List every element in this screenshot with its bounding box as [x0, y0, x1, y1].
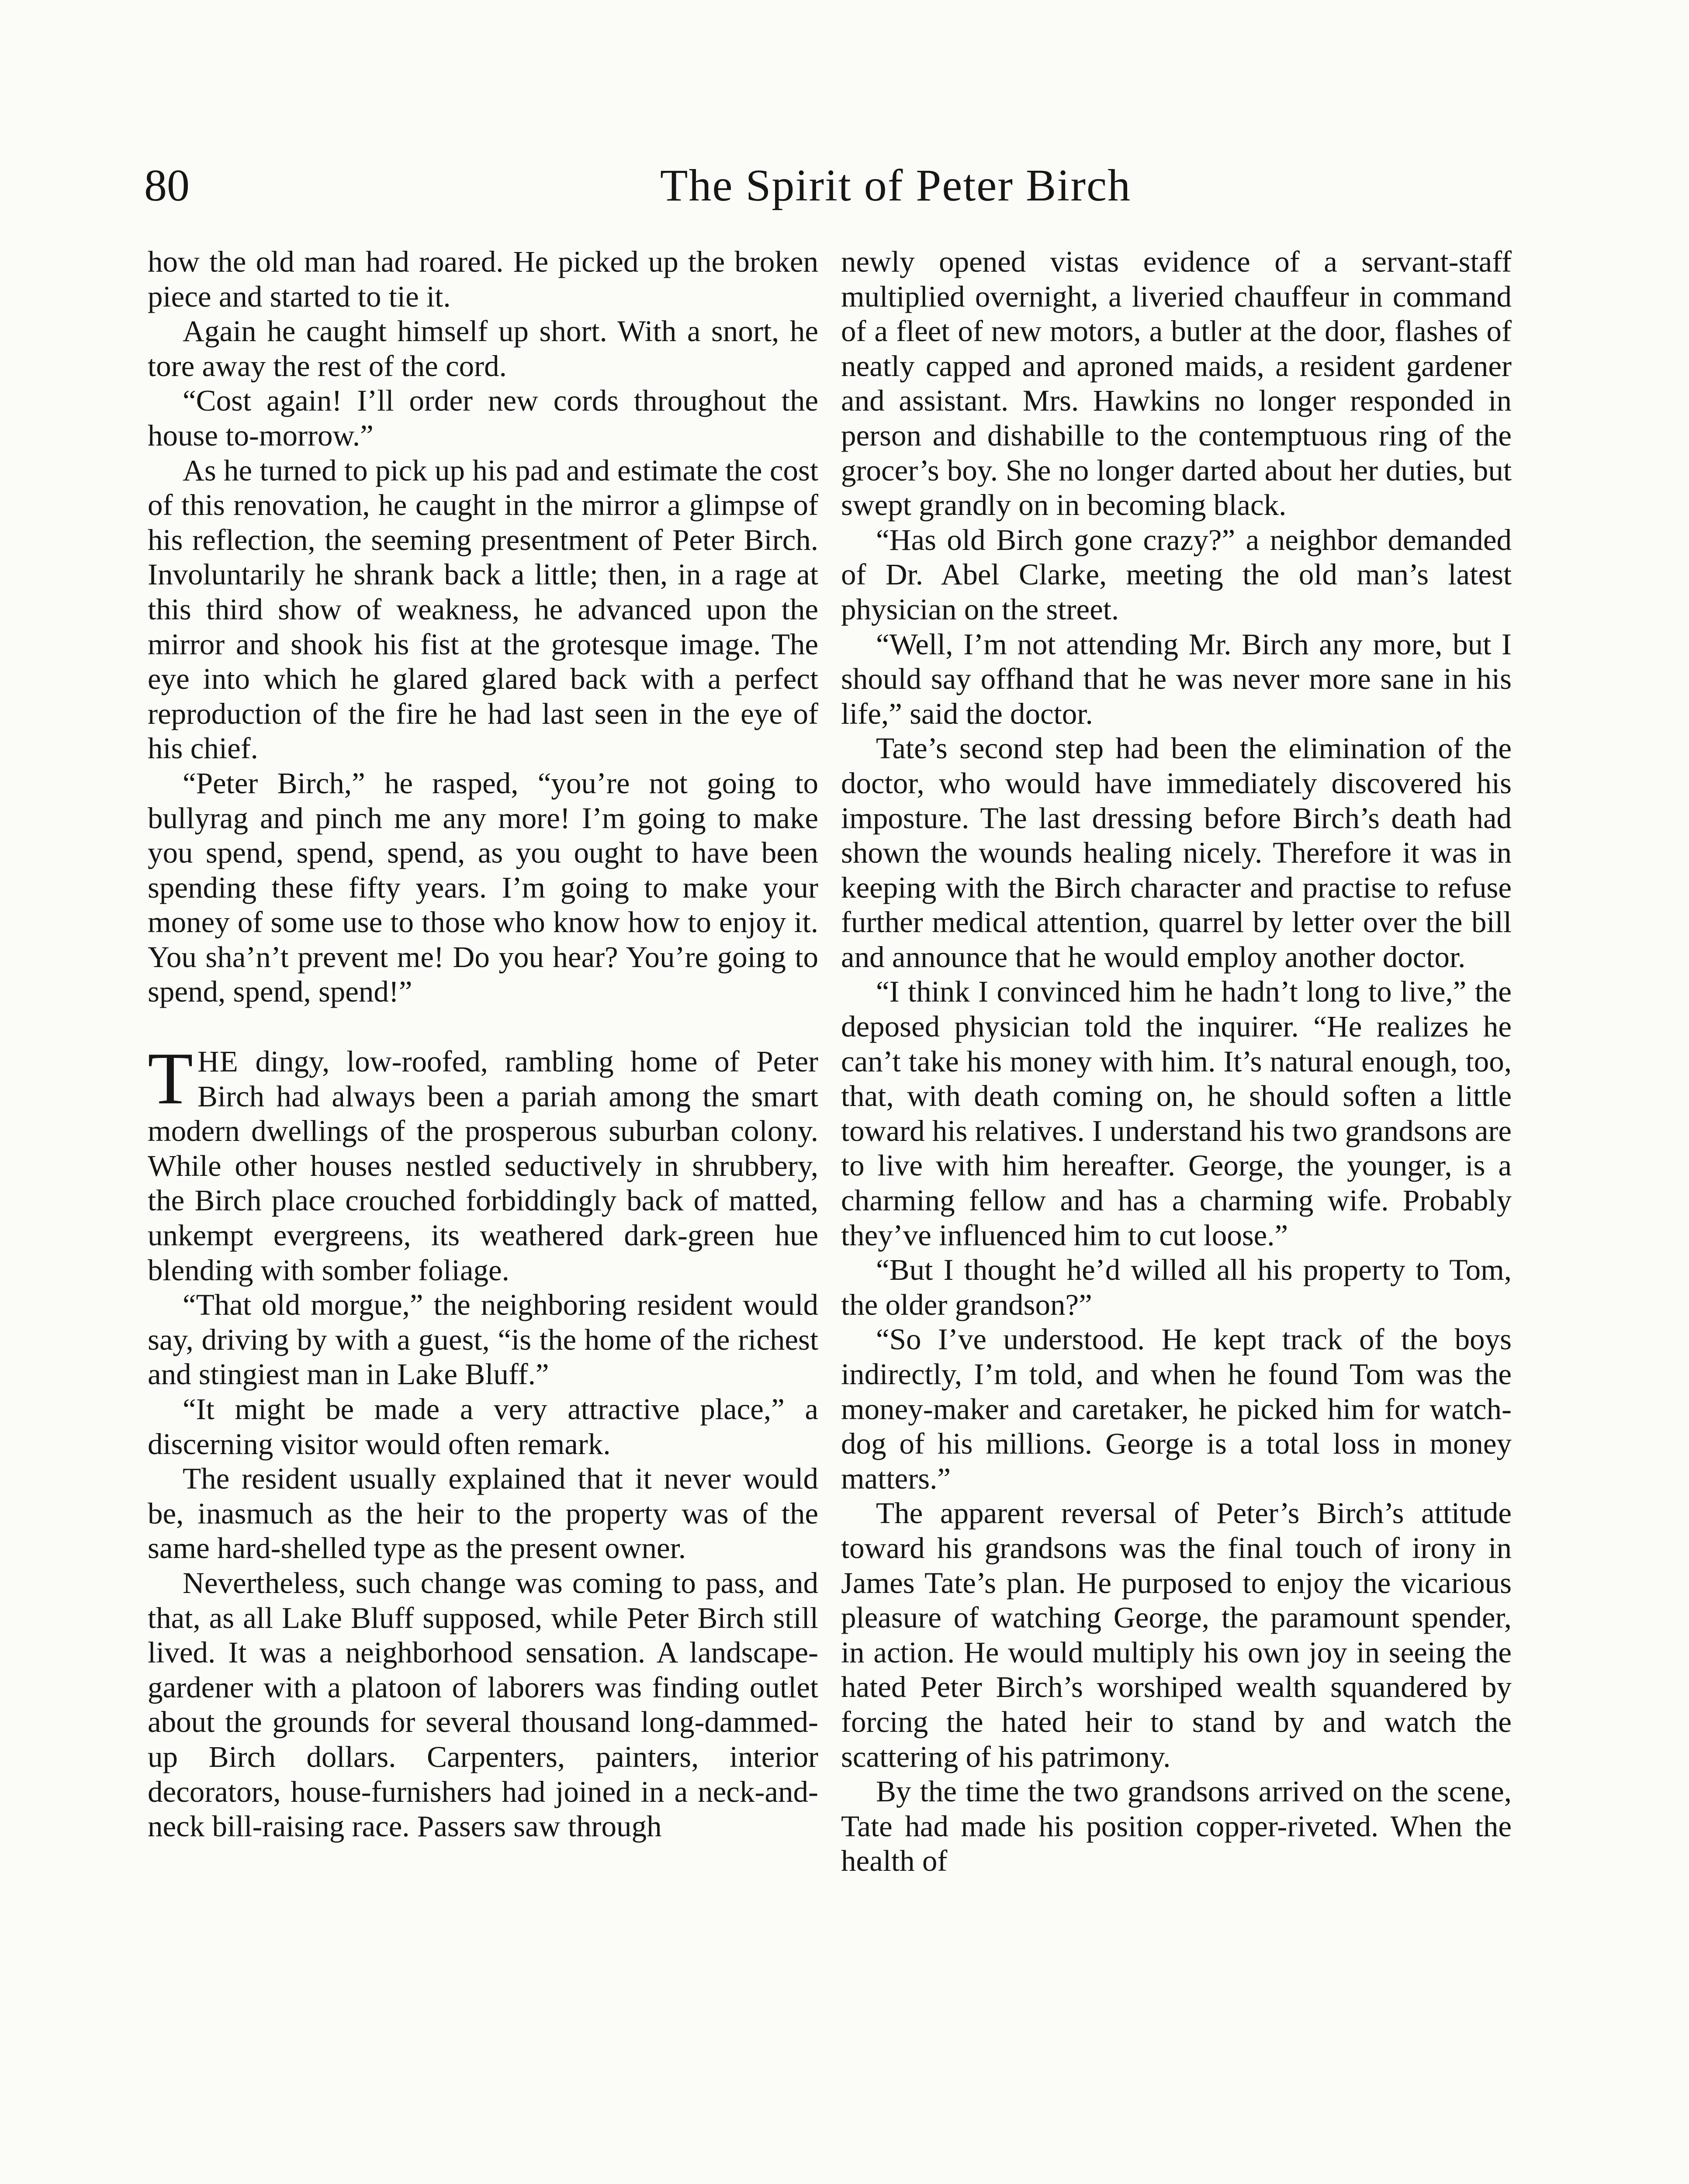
paragraph: By the time the two grandsons arrived on the scene, Tate had made his position copper-riveted. When the health of — [841, 1775, 1512, 1878]
section-opening-paragraph — [148, 1037, 818, 1288]
left-column — [148, 245, 818, 1844]
paragraph: Again he caught himself up short. With a snort, he tore away the rest of the cord. — [148, 314, 818, 383]
paragraph: “Well, I’m not attending Mr. Birch any more, but I should say offhand that he was never more sane in his life,” said the doctor. — [841, 627, 1512, 730]
paragraph: Nevertheless, such change was coming to pass, and that, as all Lake Bluff supposed, while Peter Birch still lived. It was a neighborhood sensation. A landscape-gardener with a platoon of laborers was finding outlet about the grounds for several thousand long-dammed-up Birch dollars. Carpenters, painters, interior decorators, house-furnishers had joined in a neck-and-neck bill-raising race. Passers saw through — [148, 1566, 818, 1843]
paragraph: The apparent reversal of Peter’s Birch’s attitude toward his grandsons was the final touch of irony in James Tate’s plan. He purposed to enjoy the vicarious pleasure of watching George, the paramount spender, in action. He would multiply his own joy in seeing the hated Peter Birch’s worshiped wealth squandered by forcing the hated heir to stand by and watch the scattering of his patrimony. — [841, 1496, 1512, 1773]
paragraph: “But I thought he’d willed all his property to Tom, the older grandson?” — [841, 1253, 1512, 1321]
small-caps-lead: HE — [197, 1045, 239, 1078]
paragraph: “It might be made a very attractive place,” a discerning visitor would often remark. — [148, 1393, 818, 1461]
paragraph: “I think I convinced him he hadn’t long to live,” the deposed physician told the inquirer. “He realizes he can’t take his money with him. It’s natural enough, too, that, with death coming on, he should soften a little toward his relatives. I understand his two grandsons are to live with him hereafter. George, the younger, is a charming fellow and has a charming wife. Probably they’ve influenced him to cut loose.” — [841, 975, 1512, 1252]
page-header — [144, 155, 1516, 216]
page-number: 80 — [144, 160, 190, 211]
paragraph: how the old man had roared. He picked up the broken piece and started to tie it. — [148, 245, 818, 313]
paragraph: “Peter Birch,” he rasped, “you’re not going to bullyrag and pinch me any more! I’m going to make you spend, spend, spend, as you ought to have been spending these fifty years. I’m going to make your money of some use to those who know how to enjoy it. You sha’n’t prevent me! Do you hear? You’re going to spend, spend, spend!” — [148, 766, 818, 1009]
paragraph: “Cost again! I’ll order new cords throughout the house to-morrow.” — [148, 384, 818, 452]
drop-cap: T — [148, 1037, 193, 1120]
paragraph-text: dingy, low-roofed, rambling home of Peter Birch had always been a pariah among the smart modern dwellings of the prosperous suburban colony. While other houses nestled seductively in shrubbery, the Birch place crouched forbiddingly back of matted, unkempt evergreens, its weathered dark-green hue blending with somber foliage. — [148, 1045, 818, 1287]
paragraph: The resident usually explained that it never would be, inasmuch as the heir to the property was of the same hard-shelled type as the present owner. — [148, 1462, 818, 1565]
paragraph: “Has old Birch gone crazy?” a neighbor demanded of Dr. Abel Clarke, meeting the old man’s latest physician on the street. — [841, 523, 1512, 626]
paragraph: newly opened vistas evidence of a servant-staff multiplied overnight, a liveried chauffeur in command of a fleet of new motors, a butler at the door, flashes of neatly capped and aproned maids, a resident gardener and assistant. Mrs. Hawkins no longer responded in person and dishabille to the contemptuous ring of the grocer’s boy. She no longer darted about her duties, but swept grandly on in becoming black. — [841, 245, 1512, 522]
paragraph: “So I’ve understood. He kept track of the boys indirectly, I’m told, and when he found Tom was the money-maker and caretaker, he picked him for watch-dog of his millions. George is a total loss in money matters.” — [841, 1323, 1512, 1495]
paragraph: “That old morgue,” the neighboring resident would say, driving by with a guest, “is the home of the richest and stingiest man in Lake Bluff.” — [148, 1288, 818, 1391]
paragraph: As he turned to pick up his pad and estimate the cost of this renovation, he caught in the mirror a glimpse of his reflection, the seeming presentment of Peter Birch. Involuntarily he shrank back a little; then, in a rage at this third show of weakness, he advanced upon the mirror and shook his fist at the grotesque image. The eye into which he glared glared back with a perfect reproduction of the fire he had last seen in the eye of his chief. — [148, 453, 818, 765]
running-title: The Spirit of Peter Birch — [660, 160, 1132, 211]
right-column — [841, 245, 1512, 1879]
paragraph: Tate’s second step had been the elimination of the doctor, who would have immediately discovered his imposture. The last dressing before Birch’s death had shown the wounds healing nicely. Therefore it was in keeping with the Birch character and practise to refuse further medical attention, quarrel by letter over the bill and announce that he would employ another doctor. — [841, 732, 1512, 974]
